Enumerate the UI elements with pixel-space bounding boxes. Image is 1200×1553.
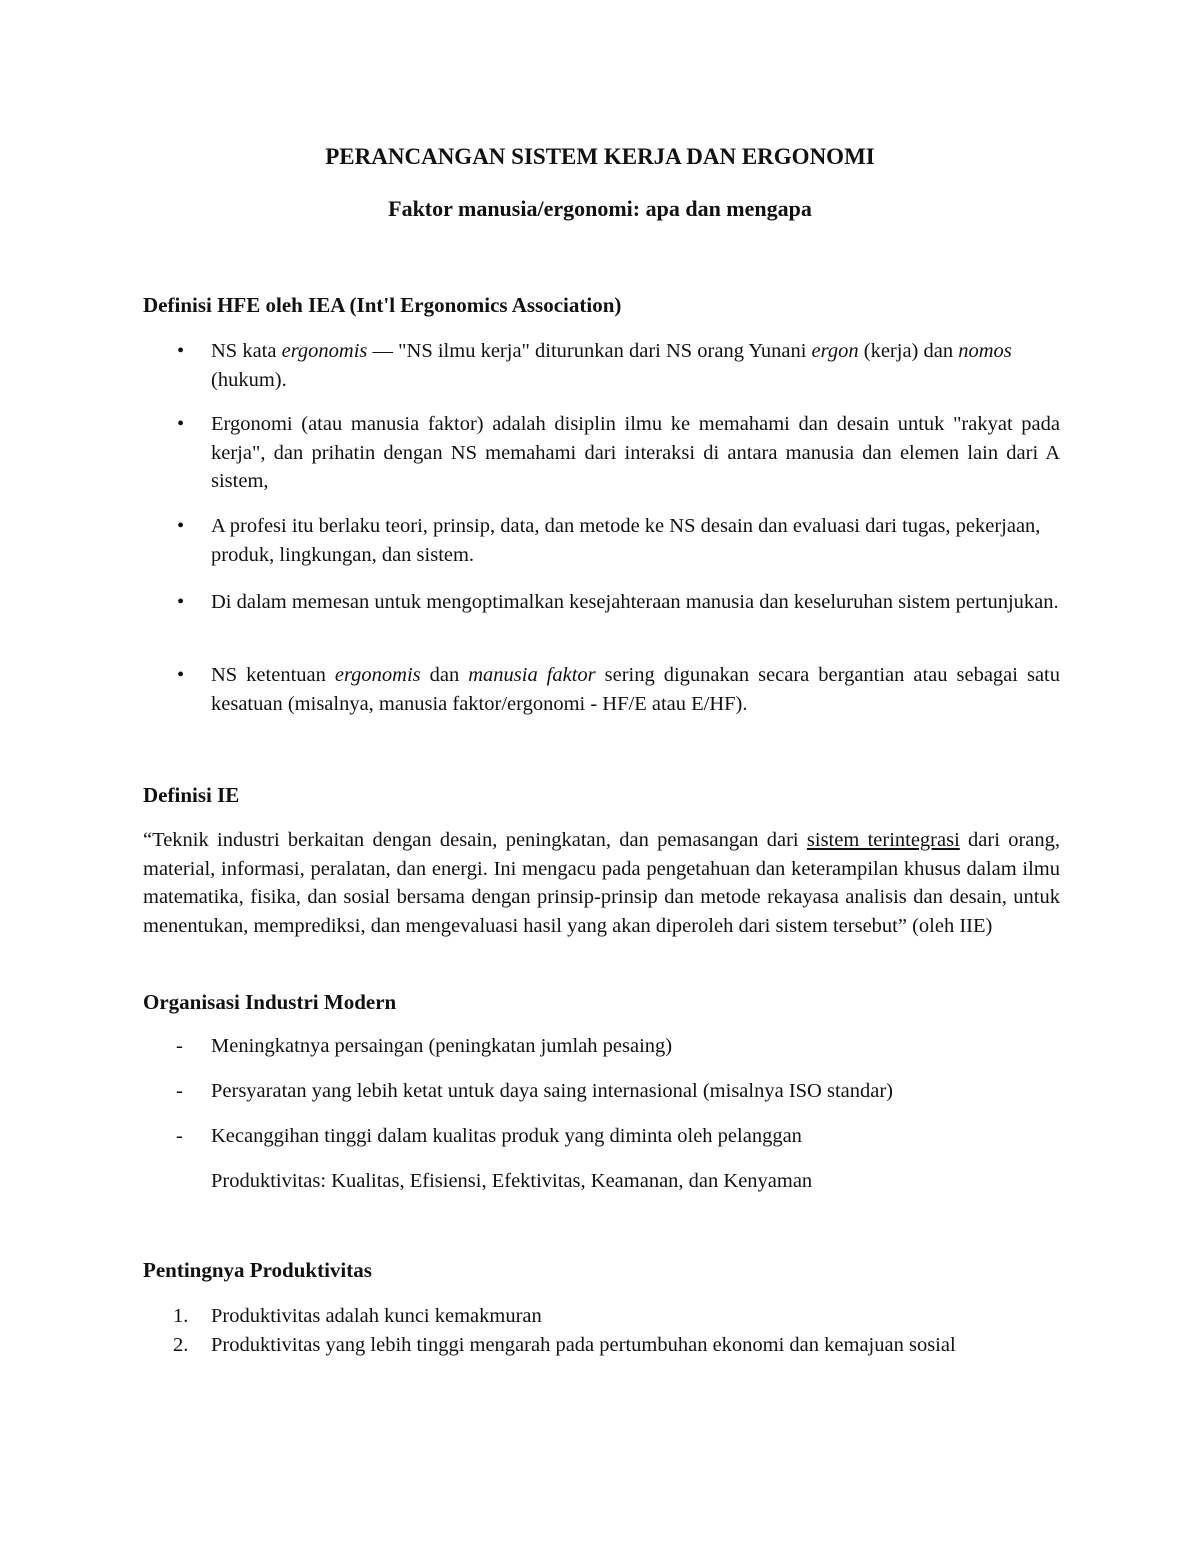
list-item (143, 1032, 1060, 1061)
list-item (143, 410, 1060, 496)
list-item (143, 512, 1060, 569)
list-item-text: Ergonomi (atau manusia faktor) adalah disiplin ilmu ke memahami dan desain untuk "rakyat pada kerja", dan prihatin dengan NS memahami dari interaksi di antara manusia dan elemen lain dari A sistem, (211, 413, 1060, 492)
document-subtitle: Faktor manusia/ergonomi: apa dan mengapa (388, 196, 812, 221)
list-item (143, 337, 1060, 394)
list-item (143, 1302, 1060, 1331)
list-item-text: A profesi itu berlaku teori, prinsip, data, dan metode ke NS desain dan evaluasi dari tugas, pekerjaan, produk, lingkungan, dan sistem. (211, 515, 1041, 566)
section-heading-ie: Definisi IE (143, 783, 240, 807)
list-item-text: Persyaratan yang lebih ketat untuk daya saing internasional (misalnya ISO standar) (211, 1080, 893, 1102)
dash-marker: - (176, 1035, 183, 1057)
bullet-marker: • (177, 591, 185, 613)
list-item (143, 1331, 1060, 1360)
document-title: PERANCANGAN SISTEM KERJA DAN ERGONOMI (325, 144, 875, 169)
dash-marker: - (176, 1080, 183, 1102)
section-heading-productivity: Pentingnya Produktivitas (143, 1258, 372, 1282)
list-item-text: NS ketentuan ergonomis dan manusia faktor sering digunakan secara bergantian atau sebagai satu kesatuan (misalnya, manusia faktor/ergonomi - HF/E atau E/HF). (211, 664, 1060, 715)
productivity-subline: Produktivitas: Kualitas, Efisiensi, Efektivitas, Keamanan, dan Kenyaman (211, 1170, 813, 1192)
section-heading-hfe: Definisi HFE oleh IEA (Int'l Ergonomics Association) (143, 293, 622, 317)
bullet-marker: • (177, 340, 185, 362)
list-item-text: Di dalam memesan untuk mengoptimalkan kesejahteraan manusia dan keseluruhan sistem pertunjukan. (211, 591, 1059, 613)
bullet-marker: • (177, 413, 185, 435)
list-item (143, 1077, 1060, 1106)
underlined-term: sistem terintegrasi (806, 829, 960, 851)
bullet-marker: • (177, 515, 185, 537)
list-item-text: Meningkatnya persaingan (peningkatan jumlah pesaing) (211, 1035, 673, 1057)
dash-marker: - (176, 1125, 183, 1147)
list-item-text: Kecanggihan tinggi dalam kualitas produk yang diminta oleh pelanggan (211, 1125, 802, 1147)
list-item-text: Produktivitas adalah kunci kemakmuran (211, 1305, 542, 1327)
ie-definition-paragraph: “Teknik industri berkaitan dengan desain, peningkatan, dan pemasangan dari sistem terintegrasi dari orang, material, informasi, peralatan, dan energi. Ini mengacu pada pengetahuan dan keterampilan khusus dalam ilmu matematika, fisika, dan sosial bersama dengan prinsip-prinsip dan metode rekayasa analisis dan desain, untuk menentukan, memprediksi, dan mengevaluasi hasil yang akan diperoleh dari sistem tersebut” (oleh IIE) (143, 829, 1060, 937)
list-item-text: NS kata ergonomis — "NS ilmu kerja" diturunkan dari NS orang Yunani ergon (kerja) dan nomos (hukum). (211, 340, 1012, 391)
list-item (143, 588, 1060, 617)
list-number: 2. (173, 1334, 189, 1356)
list-item-text: Produktivitas yang lebih tinggi mengarah pada pertumbuhan ekonomi dan kemajuan sosial (211, 1334, 956, 1356)
list-item (143, 1122, 1060, 1151)
list-item (143, 661, 1060, 718)
section-heading-org: Organisasi Industri Modern (143, 990, 397, 1014)
list-number: 1. (173, 1305, 189, 1327)
bullet-marker: • (177, 664, 185, 686)
